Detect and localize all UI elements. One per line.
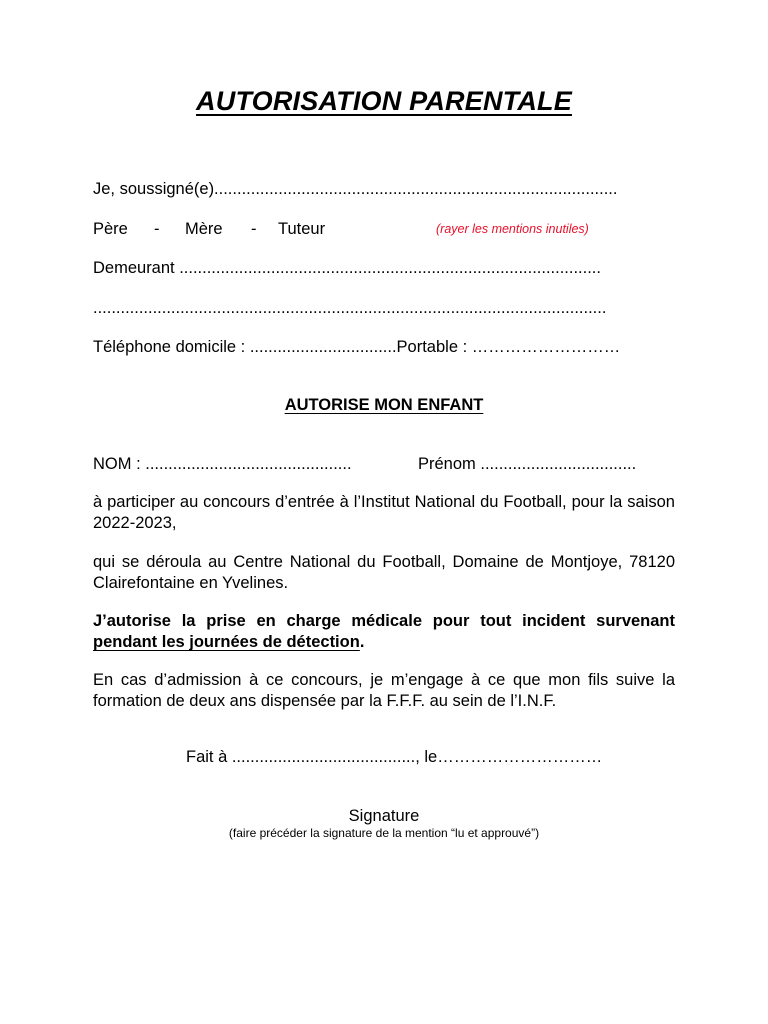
participation-paragraph: à participer au concours d’entrée à l’Institut National du Football, pour la saison 2022-2023, [93, 493, 675, 532]
medical-paragraph [93, 611, 675, 653]
roles-line [93, 220, 325, 239]
location-paragraph: qui se déroula au Centre National du Football, Domaine de Montjoye, 78120 Clairefontaine en Yvelines. [93, 553, 675, 592]
section-subtitle: AUTORISE MON ENFANT [284, 396, 484, 414]
medical-period: . [359, 633, 365, 651]
role-separator: - [154, 220, 160, 238]
medical-text: J’autorise la prise en charge médicale pour tout incident survenant [93, 612, 675, 630]
prenom-field: Prénom .................................. [418, 455, 637, 473]
role-mere: Mère [185, 220, 223, 238]
telephone-line: Téléphone domicile : ................................Portable : ……………………… [93, 338, 621, 356]
strike-mentions-note: (rayer les mentions inutiles) [436, 222, 589, 236]
address-line-2: ................................................................................................................ [93, 299, 607, 317]
fait-a-line: Fait à ........................................, le………………………… [186, 748, 603, 766]
engagement-paragraph: En cas d’admission à ce concours, je m’engage à ce que mon fils suive la formation de deux ans dispensée par la F.F.F. au sein de l’I.N.F. [93, 671, 675, 710]
role-separator: - [251, 220, 257, 238]
medical-underlined-text: pendant les journées de détection [93, 633, 360, 651]
demeurant-line: Demeurant ............................................................................................ [93, 259, 601, 277]
soussigne-line: Je, soussigné(e)........................................................................................ [93, 180, 618, 198]
signature-note: (faire précéder la signature de la mention “lu et approuvé”) [228, 826, 540, 840]
role-pere: Père [93, 220, 128, 238]
nom-field: NOM : ............................................. [93, 455, 352, 473]
document-title: AUTORISATION PARENTALE [196, 86, 572, 116]
role-tuteur: Tuteur [278, 220, 326, 238]
signature-label: Signature [348, 807, 420, 825]
